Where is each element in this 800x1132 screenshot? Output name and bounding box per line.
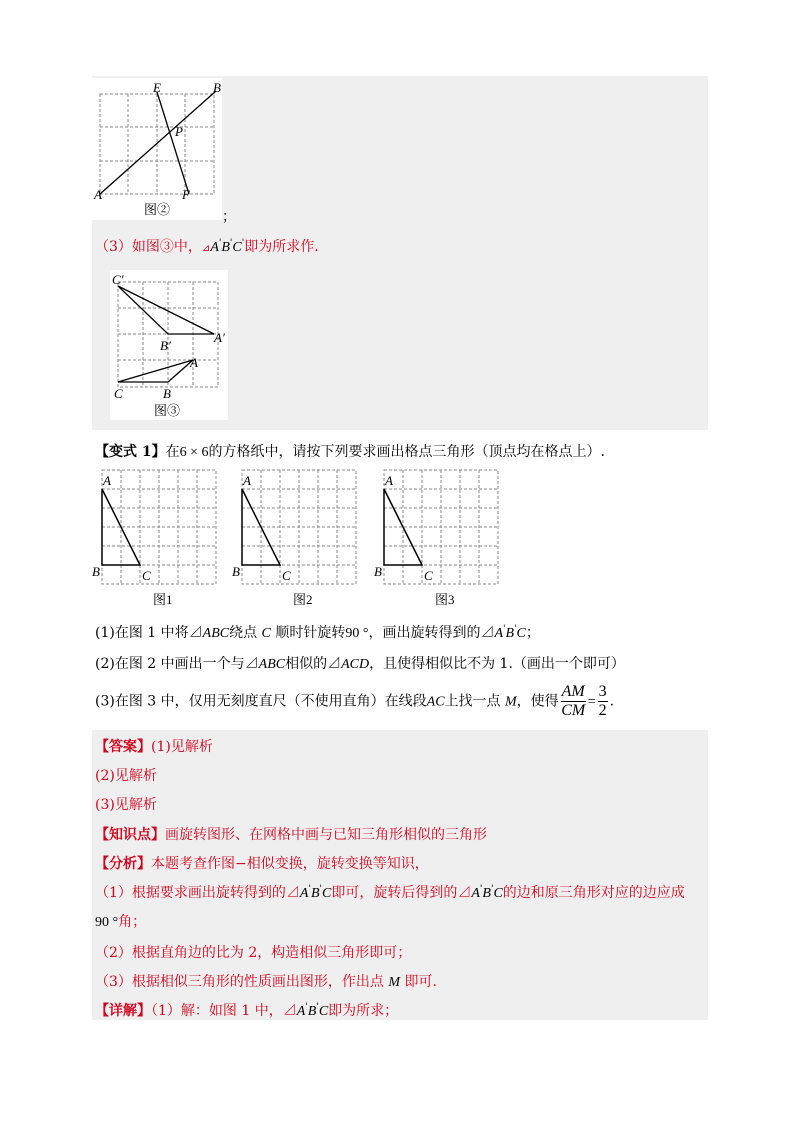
question-2: (2)在图 2 中画出一个与⊿ABC相似的⊿ACD，且使得相似比不为 1.（画出一个即可） bbox=[95, 656, 625, 672]
label-E: E bbox=[153, 80, 161, 95]
grid-figure-1-diagram bbox=[92, 468, 222, 608]
label-F: F bbox=[182, 187, 190, 202]
label-A: A bbox=[243, 473, 251, 488]
label-C: C bbox=[424, 568, 433, 583]
grid-figure-2-caption: 图2 bbox=[293, 592, 313, 607]
semicolon: ； bbox=[222, 209, 236, 225]
grid-figure-2-diagram bbox=[232, 468, 362, 608]
label-P: P bbox=[175, 124, 183, 139]
answer-line-3: (3)见解析 bbox=[95, 797, 157, 813]
answer-line-1: 【答案】(1)见解析 bbox=[95, 739, 213, 755]
label-B: B bbox=[374, 564, 382, 579]
label-C: C bbox=[114, 386, 123, 401]
part3-answer-line: （3）如图③中，⊿A'B'C'即为所求作. bbox=[95, 238, 319, 255]
label-A-prime: A′ bbox=[214, 330, 225, 345]
grid-figure-3 bbox=[374, 468, 504, 608]
label-A: A bbox=[103, 473, 111, 488]
analysis-line-2: （2）根据直角边的比为 2，构造相似三角形即可； bbox=[95, 945, 412, 961]
grid-figure-3-diagram bbox=[374, 468, 504, 608]
answer-line-2: (2)见解析 bbox=[95, 768, 157, 784]
label-B: B bbox=[163, 386, 171, 401]
grid-figure-1 bbox=[92, 468, 222, 608]
grid-figure-2 bbox=[232, 468, 362, 608]
analysis-line-3: （3）根据相似三角形的性质画出图形，作出点 M 即可. bbox=[95, 974, 437, 990]
detail-line: 【详解】（1）解：如图 1 中，⊿A'B'C即为所求； bbox=[95, 1002, 399, 1019]
label-C-prime: C′ bbox=[112, 272, 124, 287]
analysis-line-1: （1）根据要求画出旋转得到的⊿A'B'C即可，旋转后得到的⊿A'B'C的边和原三角形对应的边应成 bbox=[95, 884, 685, 901]
figure-3-diagram bbox=[110, 270, 228, 420]
figure-2-caption: 图② bbox=[144, 202, 171, 217]
grid-figure-1-caption: 图1 bbox=[153, 592, 173, 607]
analysis-line-1-cont: 90 °角； bbox=[95, 914, 147, 930]
figure-2-diagram bbox=[92, 78, 222, 220]
label-B: B bbox=[232, 564, 240, 579]
label-B-prime: B′ bbox=[160, 338, 171, 353]
question-1: (1)在图 1 中将⊿ABC绕点 C 顺时针旋转90 °，画出旋转得到的⊿A'B'C； bbox=[95, 624, 540, 641]
label-A: A bbox=[94, 187, 102, 202]
question-3: (3)在图 3 中，仅用无刻度直尺（不使用直角）在线段AC上找一点 M，使得 $\frac{AM}{CM}$ = $\frac{3}{2}$ . bbox=[95, 683, 615, 719]
knowledge-point: 【知识点】画旋转图形、在网格中画与已知三角形相似的三角形 bbox=[95, 827, 487, 843]
grid-figure-3-caption: 图3 bbox=[435, 592, 455, 607]
fraction-3-2: $\frac{3}{2}$ bbox=[598, 683, 607, 719]
label-A: A bbox=[190, 355, 198, 370]
figure-3-caption: 图③ bbox=[154, 403, 181, 418]
label-B: B bbox=[92, 564, 100, 579]
figure-3 bbox=[110, 270, 228, 420]
label-C: C bbox=[142, 568, 151, 583]
variant-heading: 【变式 1】在6 × 6的方格纸中，请按下列要求画出格点三角形（顶点均在格点上）. bbox=[95, 444, 605, 460]
analysis-heading: 【分析】本题考查作图−相似变换，旋转变换等知识， bbox=[95, 856, 429, 872]
fraction-am-cm: $\frac{AM}{CM}$ bbox=[561, 683, 586, 719]
figure-2 bbox=[92, 78, 222, 220]
label-B: B bbox=[213, 80, 221, 95]
label-A: A bbox=[385, 473, 393, 488]
label-C: C bbox=[282, 568, 291, 583]
